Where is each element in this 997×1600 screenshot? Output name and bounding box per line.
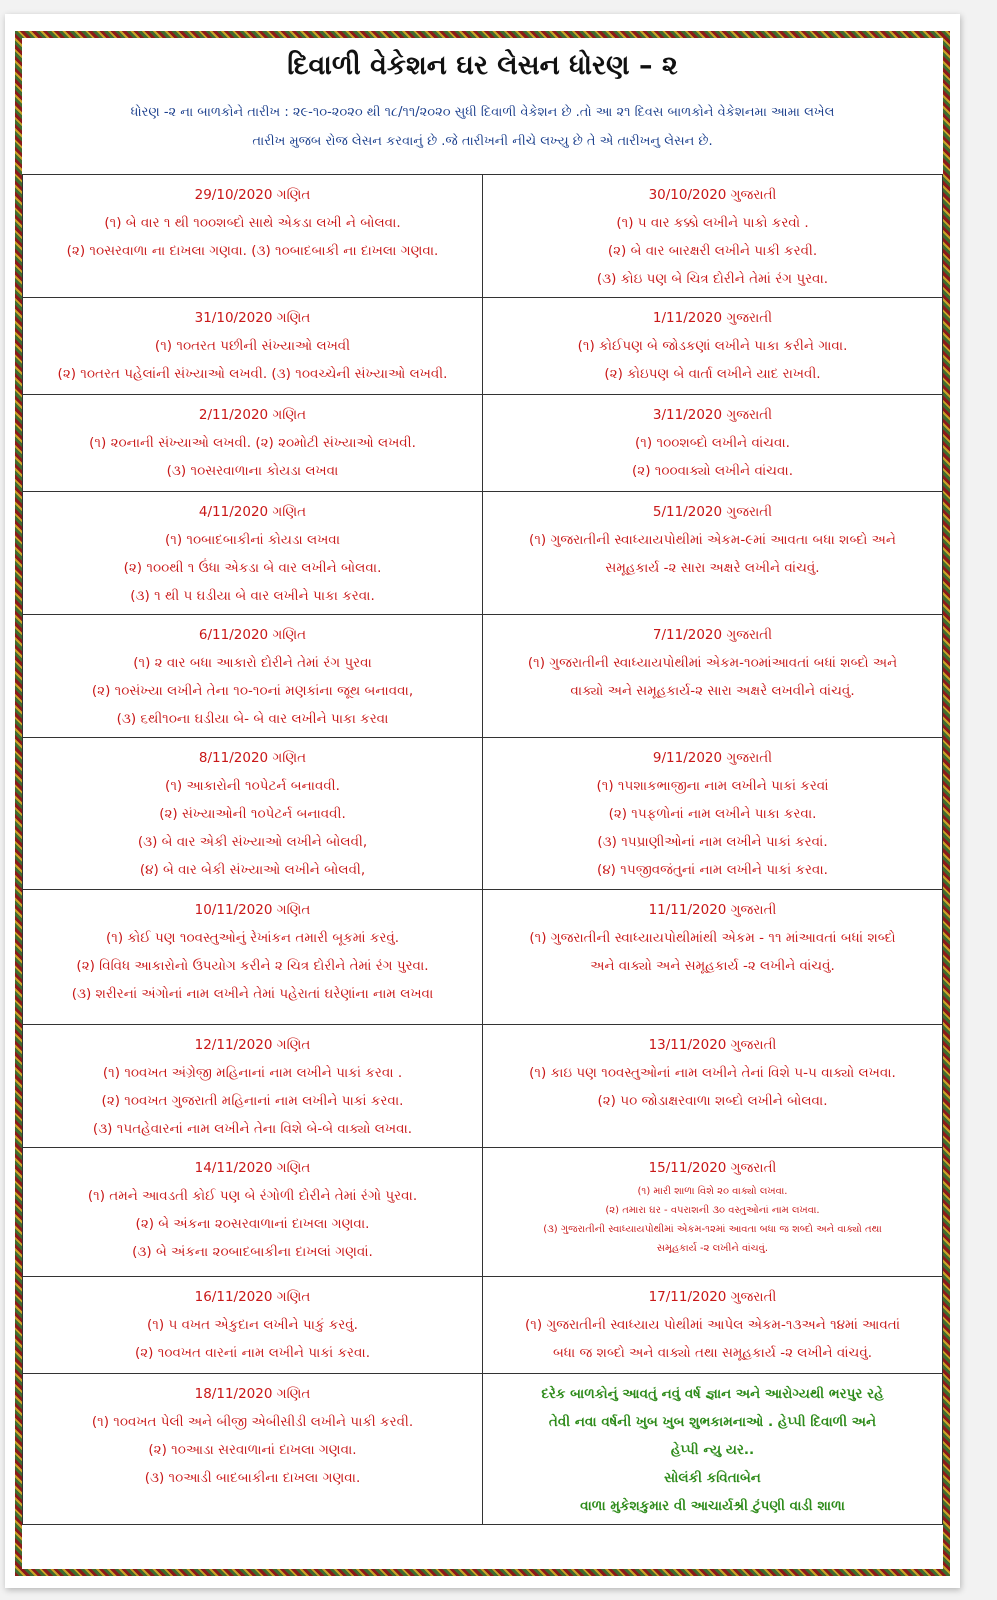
table-row bbox=[23, 395, 943, 492]
task-line: સમૂહકાર્ય -૨ સારા અક્ષરે લખીને વાંચવું. bbox=[605, 560, 820, 576]
task-line: (૧) મારી શાળા વિશે ૨૦ વાક્યો લખવા. bbox=[637, 1186, 788, 1197]
task-line: (૨) બે વાર બારક્ષરી લખીને પાકી કરવી. bbox=[607, 243, 818, 259]
task-line: (૨) બે અંકના ૨૦સરવાળાનાં દાખલા ગણવા. bbox=[135, 1216, 370, 1232]
day-heading: 29/10/2020 ગણિત bbox=[194, 187, 311, 203]
page-title: દિવાળી વેકેશન ઘર લેસન ધોરણ – ૨ bbox=[287, 50, 678, 81]
day-heading: 8/11/2020 ગણિત bbox=[198, 750, 307, 766]
task-line: (૨) સંખ્યાઓની ૧૦પેટર્ન બનાવવી. bbox=[159, 806, 346, 822]
day-heading: 30/10/2020 ગુજરાતી bbox=[648, 187, 777, 203]
task-line: (૧) ૧૦૦શબ્દો લખીને વાંચવા. bbox=[635, 435, 790, 451]
task-line: (૩) ગુજરાતીની સ્વાધ્યાયપોથીમાં એકમ-૧૨માં આવતા બધા જ શબ્દો અને વાક્યો તથા bbox=[543, 1224, 882, 1235]
homework-table bbox=[22, 174, 943, 1525]
day-heading: 31/10/2020 ગણિત bbox=[194, 310, 311, 326]
table-row bbox=[23, 298, 943, 395]
task-line: (૨) કોઇપણ બે વાર્તા લખીને યાદ રાખવી. bbox=[604, 366, 821, 382]
maths-cell bbox=[23, 175, 483, 298]
day-heading: 5/11/2020 ગુજરાતી bbox=[652, 504, 773, 520]
task-line: (૩) કોઇ પણ બે ચિત્ર દોરીને તેમાં રંગ પુરવા. bbox=[596, 271, 829, 287]
task-line: (૧) કોઈપણ બે જોડકણાં લખીને પાકા કરીને ગાવા. bbox=[577, 338, 848, 354]
gujarati-cell bbox=[483, 492, 943, 615]
task-line: (૧) ૧૦વખત પેલી અને બીજી એબીસીડી લખીને પાકી કરવી. bbox=[91, 1414, 414, 1430]
maths-cell bbox=[23, 615, 483, 738]
day-heading: 11/11/2020 ગુજરાતી bbox=[648, 902, 777, 918]
greeting-line: વાળા મુકેશકુમાર વી આચાર્યશ્રી ટુંપણી વાડી શાળા bbox=[580, 1498, 845, 1514]
task-line: (૨) તમારા ઘર - વપરાશની ૩૦ વસ્તુઓનાં નામ લખવા. bbox=[605, 1205, 820, 1216]
day-heading: 12/11/2020 ગણિત bbox=[194, 1037, 311, 1053]
day-heading: 6/11/2020 ગણિત bbox=[198, 627, 307, 643]
task-line: (૧) ગુજરાતીની સ્વાધ્યાયપોથીમાં એકમ-૧૦માંઆવતાં બધાં શબ્દો અને bbox=[527, 655, 898, 671]
table-row bbox=[23, 1025, 943, 1148]
task-line: (૧) ૫ વખત એકુદાન લખીને પાકું કરવું. bbox=[147, 1317, 358, 1333]
task-line: (૨) ૧૦આડા સરવાળાનાં દાખલા ગણવા. bbox=[148, 1442, 357, 1458]
task-line: સમૂહકાર્ય -૨ લખીને વાંચવું. bbox=[656, 1243, 769, 1254]
maths-cell bbox=[23, 1025, 483, 1148]
task-line: વાક્યો અને સમૂહકાર્ય-૨ સારા અક્ષરે લખવીને વાંચવું. bbox=[570, 683, 855, 699]
greeting-line: તેવી નવા વર્ષની ખુબ ખુબ શુભકામનાઓ . હેપ્પી દિવાળી અને bbox=[548, 1414, 877, 1430]
gujarati-cell bbox=[483, 615, 943, 738]
task-line: (૧) ૫ વાર કક્કો લખીને પાકો કરવો . bbox=[616, 215, 809, 231]
maths-cell bbox=[23, 395, 483, 492]
day-heading: 13/11/2020 ગુજરાતી bbox=[648, 1037, 777, 1053]
table-row bbox=[23, 1277, 943, 1374]
intro-line: ધોરણ -૨ ના બાળકોને તારીખ : ૨૯-૧૦-૨૦૨૦ થી ૧૮/૧૧/૨૦૨૦ સુધી દિવાળી વેકેશન છે .તો આ ૨૧ દિવસ બાળકોને વેકેશનમા આમા લખેલ bbox=[130, 105, 835, 120]
task-line: (૧) ૨૦નાની સંખ્યાઓ લખવી. (૨) ૨૦મોટી સંખ્યાઓ લખવી. bbox=[89, 435, 416, 451]
task-line: (૩) ૧૦આડી બાદબાકીના દાખલા ગણવા. bbox=[144, 1470, 361, 1486]
maths-cell bbox=[23, 1277, 483, 1374]
task-line: (૩) બે વાર એકી સંખ્યાઓ લખીને બોલવી, bbox=[137, 834, 368, 850]
intro-paragraph bbox=[22, 98, 943, 174]
task-line: (૪) બે વાર બેકી સંખ્યાઓ લખીને બોલવી, bbox=[139, 862, 366, 878]
task-line: (૨) ૧૦સંખ્યા લખીને તેના ૧૦-૧૦નાં મણકાંના જૂથ બનાવવા, bbox=[91, 683, 414, 699]
intro-line: તારીખ મુજબ રોજ લેસન કરવાનું છે .જે તારીખની નીચે લખ્યુ છે તે એ તારીખનુ લેસન છે. bbox=[252, 134, 713, 149]
gujarati-cell bbox=[483, 395, 943, 492]
gujarati-cell bbox=[483, 1374, 943, 1525]
day-heading: 16/11/2020 ગણિત bbox=[194, 1289, 311, 1305]
table-row bbox=[23, 175, 943, 298]
day-heading: 7/11/2020 ગુજરાતી bbox=[652, 627, 773, 643]
day-heading: 17/11/2020 ગુજરાતી bbox=[648, 1289, 777, 1305]
task-line: (૨) ૧૦સરવાળા ના દાખલા ગણવા. (૩) ૧૦બાદબાકી ના દાખલા ગણવા. bbox=[66, 243, 439, 259]
task-line: (૨) ૧૦વખત વારનાં નામ લખીને પાકાં કરવા. bbox=[134, 1345, 370, 1361]
greeting-line: દરેક બાળકોનું આવતું નવું વર્ષ જ્ઞાન અને આરોગ્યથી ભરપુર રહે bbox=[541, 1386, 884, 1402]
task-line: (૧) ૧૦તરત પછીની સંખ્યાઓ લખવી bbox=[154, 338, 351, 354]
task-line: (૧) બે વાર ૧ થી ૧૦૦શબ્દો સાથે એકડા લખી ને બોલવા. bbox=[104, 215, 401, 231]
task-line: (૨) ૧૦તરત પહેલાંની સંખ્યાઓ લખવી. (૩) ૧૦વચ્ચેની સંખ્યાઓ લખવી. bbox=[57, 366, 448, 382]
table-row bbox=[23, 1148, 943, 1277]
task-line: (૨) ૧૦વખત ગુજરાતી મહિનાનાં નામ લખીને પાકાં કરવા. bbox=[101, 1093, 404, 1109]
greeting-line: હેપ્પી ન્યુ યર.. bbox=[670, 1442, 755, 1458]
gujarati-cell bbox=[483, 1277, 943, 1374]
document-page bbox=[5, 14, 960, 1588]
day-heading: 3/11/2020 ગુજરાતી bbox=[652, 407, 773, 423]
task-line: (૧) ૧૦બાદબાકીનાં કોયડા લખવા bbox=[164, 532, 341, 548]
day-heading: 9/11/2020 ગુજરાતી bbox=[652, 750, 773, 766]
task-line: (૧) ૧૦વખત અંગ્રેજી મહિનાનાં નામ લખીને પાકાં કરવા . bbox=[102, 1065, 403, 1081]
day-heading: 1/11/2020 ગુજરાતી bbox=[652, 310, 773, 326]
task-line: (૩) શરીરનાં અંગોનાં નામ લખીને તેમાં પહેરાતાં ઘરેણાંના નામ લખવા bbox=[71, 986, 434, 1002]
maths-cell bbox=[23, 298, 483, 395]
task-line: (૧) ગુજરાતીની સ્વાધ્યાય પોથીમાં આપેલ એકમ-૧૩અને ૧૪માં આવતાં bbox=[524, 1317, 901, 1333]
task-line: (૨) વિવિધ આકારોનો ઉપયોગ કરીને ૨ ચિત્ર દોરીને તેમાં રંગ પુરવા. bbox=[76, 958, 429, 974]
task-line: (૧) કોઈ પણ ૧૦વસ્તુઓનું રેખાંકન તમારી બૂકમાં કરવું. bbox=[105, 930, 400, 946]
gujarati-cell bbox=[483, 1025, 943, 1148]
task-line: (૧) ૨ વાર બધા આકારો દોરીને તેમાં રંગ પુરવા bbox=[133, 655, 372, 671]
table-row bbox=[23, 890, 943, 1025]
maths-cell bbox=[23, 738, 483, 890]
table-row bbox=[23, 615, 943, 738]
maths-cell bbox=[23, 1374, 483, 1525]
task-line: (૨) ૫૦ જોડાક્ષરવાળા શબ્દો લખીને બોલવા. bbox=[597, 1093, 828, 1109]
task-line: (૩) ૧૫પ્રાણીઓનાં નામ લખીને પાકાં કરવાં. bbox=[597, 834, 828, 850]
task-line: અને વાક્યો અને સમૂહકાર્ય -૨ લખીને વાંચવું. bbox=[590, 958, 835, 974]
task-line: (૧) કાઇ પણ ૧૦વસ્તુઓનાં નામ લખીને તેનાં વિશે ૫-૫ વાક્યો લખવા. bbox=[529, 1065, 896, 1081]
table-row bbox=[23, 492, 943, 615]
task-line: (૨) ૧૫ફળોનાં નામ લખીને પાકા કરવા. bbox=[608, 806, 817, 822]
task-line: (૪) ૧૫જીવજંતુનાં નામ લખીને પાકાં કરવા. bbox=[597, 862, 828, 878]
maths-cell bbox=[23, 1148, 483, 1277]
table-row bbox=[23, 1374, 943, 1525]
gujarati-cell bbox=[483, 175, 943, 298]
gujarati-cell bbox=[483, 298, 943, 395]
task-line: (૨) ૧૦૦વાક્યો લખીને વાંચવા. bbox=[632, 463, 793, 479]
task-line: (૧) ૧૫શાકભાજીના નામ લખીને પાકાં કરવાં bbox=[596, 778, 829, 794]
greeting-line: સોલંકી કવિતાબેન bbox=[664, 1470, 761, 1486]
gujarati-cell bbox=[483, 890, 943, 1025]
task-line: (૧) ગુજરાતીની સ્વાધ્યાયપોથીમાંથી એકમ - ૧૧ માંઆવતાં બધાં શબ્દો bbox=[529, 930, 896, 946]
task-line: બધા જ શબ્દો અને વાક્યો તથા સમૂહકાર્ય -૨ લખીને વાંચવું. bbox=[552, 1345, 873, 1361]
task-line: (૧) આકારોની ૧૦પેટર્ન બનાવવી. bbox=[165, 778, 340, 794]
maths-cell bbox=[23, 890, 483, 1025]
task-line: (૨) ૧૦૦થી ૧ ઉંધા એકડા બે વાર લખીને બોલવા. bbox=[123, 560, 382, 576]
gujarati-cell bbox=[483, 738, 943, 890]
day-heading: 14/11/2020 ગણિત bbox=[194, 1160, 311, 1176]
task-line: (૩) ૧૦સરવાળાના કોયડા લખવા bbox=[166, 463, 339, 479]
day-heading: 10/11/2020 ગણિત bbox=[194, 902, 311, 918]
task-line: (૧) તમને આવડતી કોઈ પણ બે રંગોળી દોરીને તેમાં રંગો પુરવા. bbox=[87, 1188, 418, 1204]
task-line: (૩) બે અંકના ૨૦બાદબાકીના દાખલાં ગણવાં. bbox=[132, 1244, 373, 1260]
day-heading: 18/11/2020 ગણિત bbox=[194, 1386, 311, 1402]
day-heading: 15/11/2020 ગુજરાતી bbox=[648, 1160, 777, 1176]
document-content bbox=[22, 38, 943, 1569]
table-row bbox=[23, 738, 943, 890]
task-line: (૧) ગુજરાતીની સ્વાધ્યાયપોથીમાં એકમ-૯માં આવતા બધા શબ્દો અને bbox=[529, 532, 896, 548]
task-line: (૩) ૧૫તહેવારનાં નામ લખીને તેના વિશે બે-બે વાક્યો લખવા. bbox=[92, 1121, 413, 1137]
task-line: (૩) ૬થી૧૦ના ઘડીયા બે- બે વાર લખીને પાકા કરવા bbox=[116, 711, 389, 727]
task-line: (૩) ૧ થી ૫ ઘડીયા બે વાર લખીને પાકા કરવા. bbox=[130, 588, 375, 604]
day-heading: 4/11/2020 ગણિત bbox=[198, 504, 307, 520]
maths-cell bbox=[23, 492, 483, 615]
gujarati-cell bbox=[483, 1148, 943, 1277]
day-heading: 2/11/2020 ગણિત bbox=[198, 407, 307, 423]
